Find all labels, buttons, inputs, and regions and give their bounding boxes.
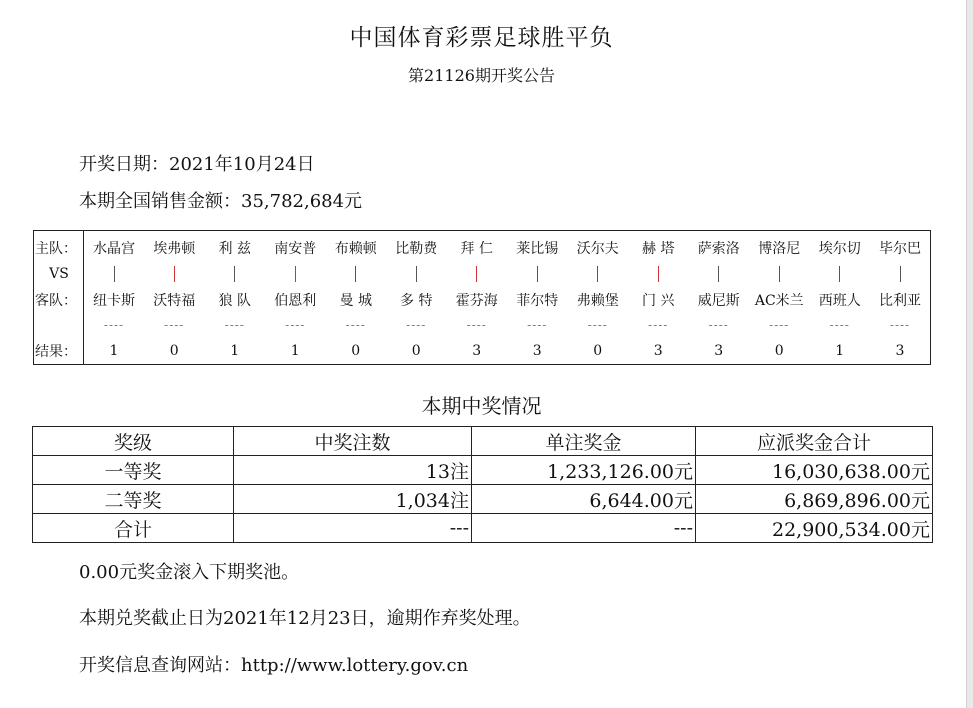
away-team: AC米兰 <box>754 292 804 309</box>
prize-single: 6,644.00元 <box>472 485 696 514</box>
match-result: 0 <box>169 342 179 359</box>
match-result: 1 <box>230 342 240 359</box>
home-team: 水晶宫 <box>93 240 135 257</box>
home-team: 布赖顿 <box>334 240 377 257</box>
home-team: 沃尔夫 <box>576 240 619 257</box>
home-team: 埃弗顿 <box>153 240 196 257</box>
vs-divider <box>205 262 266 286</box>
vs-bar <box>114 266 115 282</box>
dash-separator: ---- <box>648 318 669 332</box>
vs-divider <box>870 262 931 286</box>
website-note: 开奖信息查询网站：http://www.lottery.gov.cn <box>79 655 469 676</box>
vs-bar <box>718 266 719 282</box>
prize-single: 1,233,126.00元 <box>472 456 696 485</box>
match-result: 0 <box>411 342 421 359</box>
match-result: 3 <box>532 342 542 359</box>
home-team-row <box>34 231 931 263</box>
vs-bar <box>597 266 598 282</box>
away-team: 多 特 <box>400 292 433 309</box>
dash-separator: ---- <box>466 318 487 332</box>
away-team: 弗赖堡 <box>576 292 619 309</box>
home-team: 拜 仁 <box>460 240 493 257</box>
dash-separator: ---- <box>406 318 427 332</box>
dash-separator: ---- <box>769 318 790 332</box>
dash-row-label <box>34 313 84 337</box>
match-result: 3 <box>653 342 663 359</box>
away-team-row <box>34 286 931 313</box>
vs-bar <box>355 266 356 282</box>
home-team: 埃尔切 <box>818 240 861 257</box>
sales-amount: 本期全国销售金额：35,782,684元 <box>79 191 363 212</box>
away-team: 纽卡斯 <box>93 292 135 309</box>
prize-row-second <box>33 485 933 514</box>
prize-total: 22,900,534.00元 <box>696 514 933 543</box>
prize-row-sum <box>33 514 933 543</box>
vs-divider <box>689 262 750 286</box>
prize-total: 16,030,638.00元 <box>696 456 933 485</box>
away-team: 门 兴 <box>642 292 675 309</box>
match-result: 0 <box>593 342 603 359</box>
prize-total: 6,869,896.00元 <box>696 485 933 514</box>
prize-count: --- <box>234 514 472 543</box>
dash-separator: ---- <box>889 318 911 332</box>
away-team: 西班人 <box>818 292 861 309</box>
dash-separator: ---- <box>527 318 548 332</box>
prize-header-row <box>33 427 933 456</box>
matches-table <box>33 230 931 365</box>
dash-separator: ---- <box>285 318 306 332</box>
vs-bar <box>839 266 840 282</box>
match-result: 1 <box>835 342 845 359</box>
away-team: 沃特福 <box>153 292 196 309</box>
vs-divider <box>144 262 205 286</box>
home-team: 毕尔巴 <box>879 240 921 257</box>
match-result: 0 <box>774 342 784 359</box>
prize-count: 13注 <box>234 456 472 485</box>
vs-row <box>34 262 931 286</box>
away-team: 威尼斯 <box>697 292 740 309</box>
vs-bar <box>537 266 538 282</box>
dash-separator: ---- <box>345 318 366 332</box>
dash-row <box>34 313 931 337</box>
home-team: 南安普 <box>274 240 317 257</box>
away-team: 狼 队 <box>218 292 251 309</box>
vs-bar <box>900 266 901 282</box>
home-row-label: 主队： <box>34 231 84 263</box>
rollover-note: 0.00元奖金滚入下期奖池。 <box>79 562 300 583</box>
dash-separator: ---- <box>164 318 185 332</box>
vs-divider <box>749 262 810 286</box>
col-header-total: 应派奖金合计 <box>696 427 933 456</box>
away-row-label: 客队： <box>34 286 84 313</box>
vs-divider <box>386 262 447 286</box>
away-team: 比利亚 <box>879 292 921 309</box>
prize-level: 二等奖 <box>33 485 234 514</box>
vs-divider <box>568 262 629 286</box>
match-result: 1 <box>290 342 300 359</box>
dash-separator: ---- <box>829 318 850 332</box>
page-title: 中国体育彩票足球胜平负 <box>349 25 614 51</box>
prize-heading: 本期中奖情况 <box>421 394 542 418</box>
vs-divider <box>447 262 508 286</box>
away-team: 菲尔特 <box>516 292 559 309</box>
vs-bar <box>295 266 296 282</box>
away-team: 霍芬海 <box>455 292 498 309</box>
col-header-single: 单注奖金 <box>472 427 696 456</box>
match-result: 3 <box>472 342 482 359</box>
prize-count: 1,034注 <box>234 485 472 514</box>
vs-bar <box>476 266 477 282</box>
prize-table <box>32 426 933 543</box>
result-row-label: 结果： <box>34 337 84 365</box>
scrollbar[interactable] <box>966 0 973 708</box>
deadline-note: 本期兑奖截止日为2021年12月23日，逾期作弃奖处理。 <box>79 608 531 629</box>
home-team: 比勒费 <box>395 240 438 257</box>
col-header-count: 中奖注数 <box>234 427 472 456</box>
vs-bar <box>658 266 659 282</box>
vs-divider <box>265 262 326 286</box>
away-team: 伯恩利 <box>274 292 317 309</box>
prize-level: 合计 <box>33 514 234 543</box>
home-team: 利 兹 <box>218 240 251 257</box>
vs-bar <box>174 266 175 282</box>
vs-divider <box>810 262 871 286</box>
vs-divider <box>507 262 568 286</box>
match-result: 0 <box>351 342 361 359</box>
draw-date: 开奖日期：2021年10月24日 <box>79 154 315 175</box>
away-team: 曼 城 <box>339 292 372 309</box>
prize-single: --- <box>472 514 696 543</box>
home-team: 萨索洛 <box>697 240 740 257</box>
dash-separator: ---- <box>587 318 608 332</box>
vs-bar <box>416 266 417 282</box>
dash-separator: ---- <box>224 318 245 332</box>
vs-divider <box>84 262 145 286</box>
issue-subtitle: 第21126期开奖公告 <box>408 66 555 85</box>
vs-divider <box>628 262 689 286</box>
result-row <box>34 337 931 365</box>
match-result: 1 <box>109 342 119 359</box>
home-team: 赫 塔 <box>642 240 675 257</box>
prize-level: 一等奖 <box>33 456 234 485</box>
match-result: 3 <box>714 342 724 359</box>
prize-row-first <box>33 456 933 485</box>
vs-row-label: VS <box>34 262 84 286</box>
dash-separator: ---- <box>103 318 125 332</box>
vs-divider <box>326 262 387 286</box>
vs-bar <box>779 266 780 282</box>
vs-bar <box>234 266 235 282</box>
match-result: 3 <box>895 342 905 359</box>
home-team: 莱比锡 <box>516 240 559 257</box>
home-team: 博洛尼 <box>758 240 801 257</box>
col-header-level: 奖级 <box>33 427 234 456</box>
dash-separator: ---- <box>708 318 729 332</box>
